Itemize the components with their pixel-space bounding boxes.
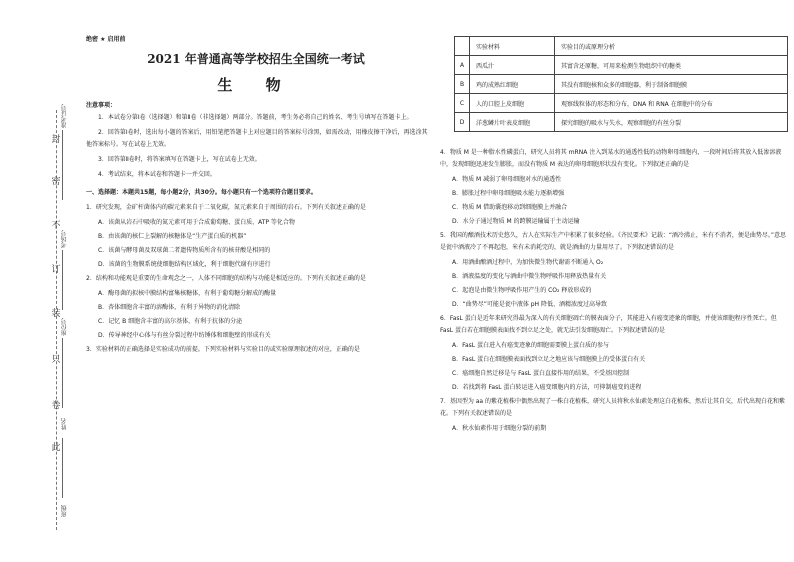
notice-heading: 注意事项： [86, 102, 117, 109]
table-cell: A [455, 56, 470, 75]
binding-dashed-line [56, 110, 57, 530]
question-stem: 4．物质 M 是一种脂水性磷蛋白，研究人员将其 mRNA 注入到某水的通透性低的动物卵母细胞内，一段时间后将其放入低渗溶液中，发现细胞迅速发生膨胀，而没有物质 M 表达的卵母细胞形状没有变化。下列叙述正确的是 [440, 149, 782, 168]
table-cell: B [455, 75, 470, 94]
question-stem: 7．基因型为 aa 的紫花植株中偶然出现了一株白花植株，研究人员将秋水仙素处理这白花植株，然后让其自交，后代出现白花和紫花。下列有关叙述错误的是 [440, 398, 785, 417]
table-cell [455, 37, 470, 56]
binding-char: 只 [51, 355, 61, 365]
question-option: A．用酒曲酿酒过程中，为加快微生物代谢需不断通入 O₂ [452, 259, 604, 266]
class-field-label: 班级 [61, 505, 68, 517]
question-option: D．传导神经中心体与有丝分裂过程中纺锤体和细胞壁的形成有关 [98, 332, 271, 339]
table-cell: 人的口腔上皮细胞 [470, 94, 555, 113]
table-row [455, 56, 788, 75]
question-option: D．若找到将 FasL 蛋白转运进入癌变细胞内的方法，可抑制癌变的进程 [452, 384, 642, 391]
table-cell: 实验材料 [470, 37, 555, 56]
name-field-line[interactable] [62, 438, 63, 498]
left-column [86, 112, 428, 359]
binding-char: 此 [51, 443, 61, 453]
table-row [455, 113, 788, 132]
question-option: C．记忆 B 细胞含丰富的高尔基体，有利于抗体的分泌 [98, 318, 243, 325]
exam-title: 2021 年普通高等学校招生全国统一考试 [147, 52, 365, 66]
question-option: C．该菌与酵母菌及双球菌二者遗传物质所含有的核苷酸是相同的 [98, 247, 271, 254]
question-option: D．该菌的生物膜系统使细胞结构区域化，利于细胞代谢有序进行 [98, 261, 271, 268]
room-number-field-line[interactable] [62, 250, 63, 310]
question-option: B．酒液温度的变化与酒曲中微生物呼吸作用释放热量有关 [452, 273, 607, 280]
question-option: B．由该菌的核仁上裂解的核糖体是“生产蛋白质的机器” [98, 233, 247, 240]
question-stem: 6．FasL 蛋白是近年来研究得最为深入的有关细胞凋亡的膜表面分子，其能进入有癌变迹象的细胞，并使该细胞程序性死亡。但 FasL 蛋白若在细胞膜表面找不到立足之处，就无法引发细胞凋亡。下列叙述错误的是 [440, 315, 777, 334]
room-number-field-label: 考场号 [61, 230, 68, 248]
question-option: C．癌细胞自然迁移是与 FasL 蛋白直接作用的结果，不受基因控制 [452, 370, 630, 377]
table-cell: 鸡的成熟红细胞 [470, 75, 555, 94]
question-option: A．酶母菌的拟核中膜结构富集核糖体，有利于葡萄糖分解成的酶量 [98, 290, 277, 297]
question-stem: 2．结构和功能观是重要的生命观念之一，人体不同细胞的结构与功能是相适应的。下列有关叙述正确的是 [86, 275, 366, 282]
table-row [455, 75, 788, 94]
table-row [455, 94, 788, 113]
question-option: D．“曲势尽”可能是瓮中液体 pH 降低、酒精浓度过高导致 [452, 301, 607, 308]
binding-char: 订 [51, 265, 61, 275]
seat-number-field-label: 座位号 [61, 318, 68, 336]
question-option: C．物质 M 借助囊泡移动到细胞膜上并融合 [452, 204, 568, 211]
table-cell: C [455, 94, 470, 113]
notice-item: 2．回答第Ⅰ卷时，选出每小题的答案后，用铅笔把答题卡上对应题目的答案标号涂黑，如需改动，用橡皮擦干净后，再选涂其他答案标号。写在试卷上无效。 [86, 129, 428, 148]
question-stem: 1．研究发现，金矿杆菌体内的碳元素来自于二氧化碳，氮元素来自于周围的岩石。下列有关叙述正确的是 [86, 204, 366, 211]
right-column [440, 147, 788, 437]
question-option: A．秋水仙素作用于细胞分裂的前期 [452, 425, 547, 432]
question-option: D．水分子通过物质 M 的跨膜运输属于主动运输 [452, 218, 580, 225]
question-option: A．物质 M 减弱了卵母细胞对水的通透性 [452, 176, 562, 183]
seat-number-field-line[interactable] [62, 338, 63, 408]
section-heading: 一、选择题：本题共15题，每小题2分，共30分。每小题只有一个选项符合题目要求。 [86, 189, 317, 196]
binding-char: 卷 [51, 401, 61, 411]
question-option: C．起泡是由微生物呼吸作用产生的 CO₂ 释放形成的 [452, 287, 592, 294]
materials-table [454, 36, 788, 132]
table-cell: 实验目的或原理分析 [555, 37, 788, 56]
question-stem: 3．实验材料的正确选择是实验成功的前提。下列实验材料与实验目的或实验原理叙述的对应，正确的是 [86, 346, 360, 353]
exam-number-field-label: 准考证号 [61, 104, 68, 128]
secret-mark: 绝密 ★ 启用前 [86, 36, 126, 43]
table-cell: 观察线粒体的形态和分布，DNA 和 RNA 在细胞中的分布 [555, 94, 788, 113]
question-option: B．FasL 蛋白在细胞膜表面找到立足之地应该与细胞膜上的受体蛋白有关 [452, 356, 646, 363]
notice-item: 1．本试卷分第Ⅰ卷（选择题）和第Ⅱ卷（非选择题）两部分。答题前，考生务必将自己的姓名、考生号填写在答题卡上。 [98, 114, 413, 121]
table-cell: D [455, 113, 470, 132]
notice-item: 3．回答第Ⅱ卷时，将答案填写在答题卡上，写在试卷上无效。 [98, 156, 261, 163]
binding-char: 不 [51, 221, 61, 231]
name-field-label: 姓名 [61, 418, 68, 430]
table-cell: 其富含还原糖，可用来检测生物组织中的糖类 [555, 56, 788, 75]
table-cell: 探究细胞的吸水与失水，观察细胞的有丝分裂 [555, 113, 788, 132]
question-stem: 5．我国的酿酒技术历史悠久，古人在实际生产中积累了很多经验。《齐民要术》记载：“酒冷沸止，米有不消者，便是曲势尽。”意思是瓮中酒液冷了不再起泡，米有未消耗完的，就是酒曲的力量用尽了。下列叙述错误的是 [440, 232, 787, 251]
exam-number-field-line[interactable] [62, 130, 63, 200]
notice-item: 4．考试结束，将本试卷和答题卡一并交回。 [98, 171, 216, 178]
question-option: A．该菌从岩石中吸收的氮元素可用于合成葡萄糖、蛋白质、ATP 等化合物 [98, 219, 295, 226]
table-cell: 其没有细胞核和众多的细胞器，利于制备细胞膜 [555, 75, 788, 94]
binding-char: 封 [51, 135, 61, 145]
question-option: B．杏体细胞含丰富的溶酶体，有利于异物的消化清除 [98, 304, 241, 311]
binding-char: 装 [51, 309, 61, 319]
table-header-row [455, 37, 788, 56]
subject-title: 生 物 [217, 76, 295, 94]
table-cell: 洋葱鳞片叶表皮细胞 [470, 113, 555, 132]
binding-char: 密 [51, 177, 61, 187]
table-cell: 西瓜汁 [470, 56, 555, 75]
question-option: A．FasL 蛋白进入有癌变迹象的细胞需要膜上蛋白质的参与 [452, 342, 610, 349]
question-option: B．膨胀过程中卵母细胞吸水能力逐渐增强 [452, 190, 565, 197]
